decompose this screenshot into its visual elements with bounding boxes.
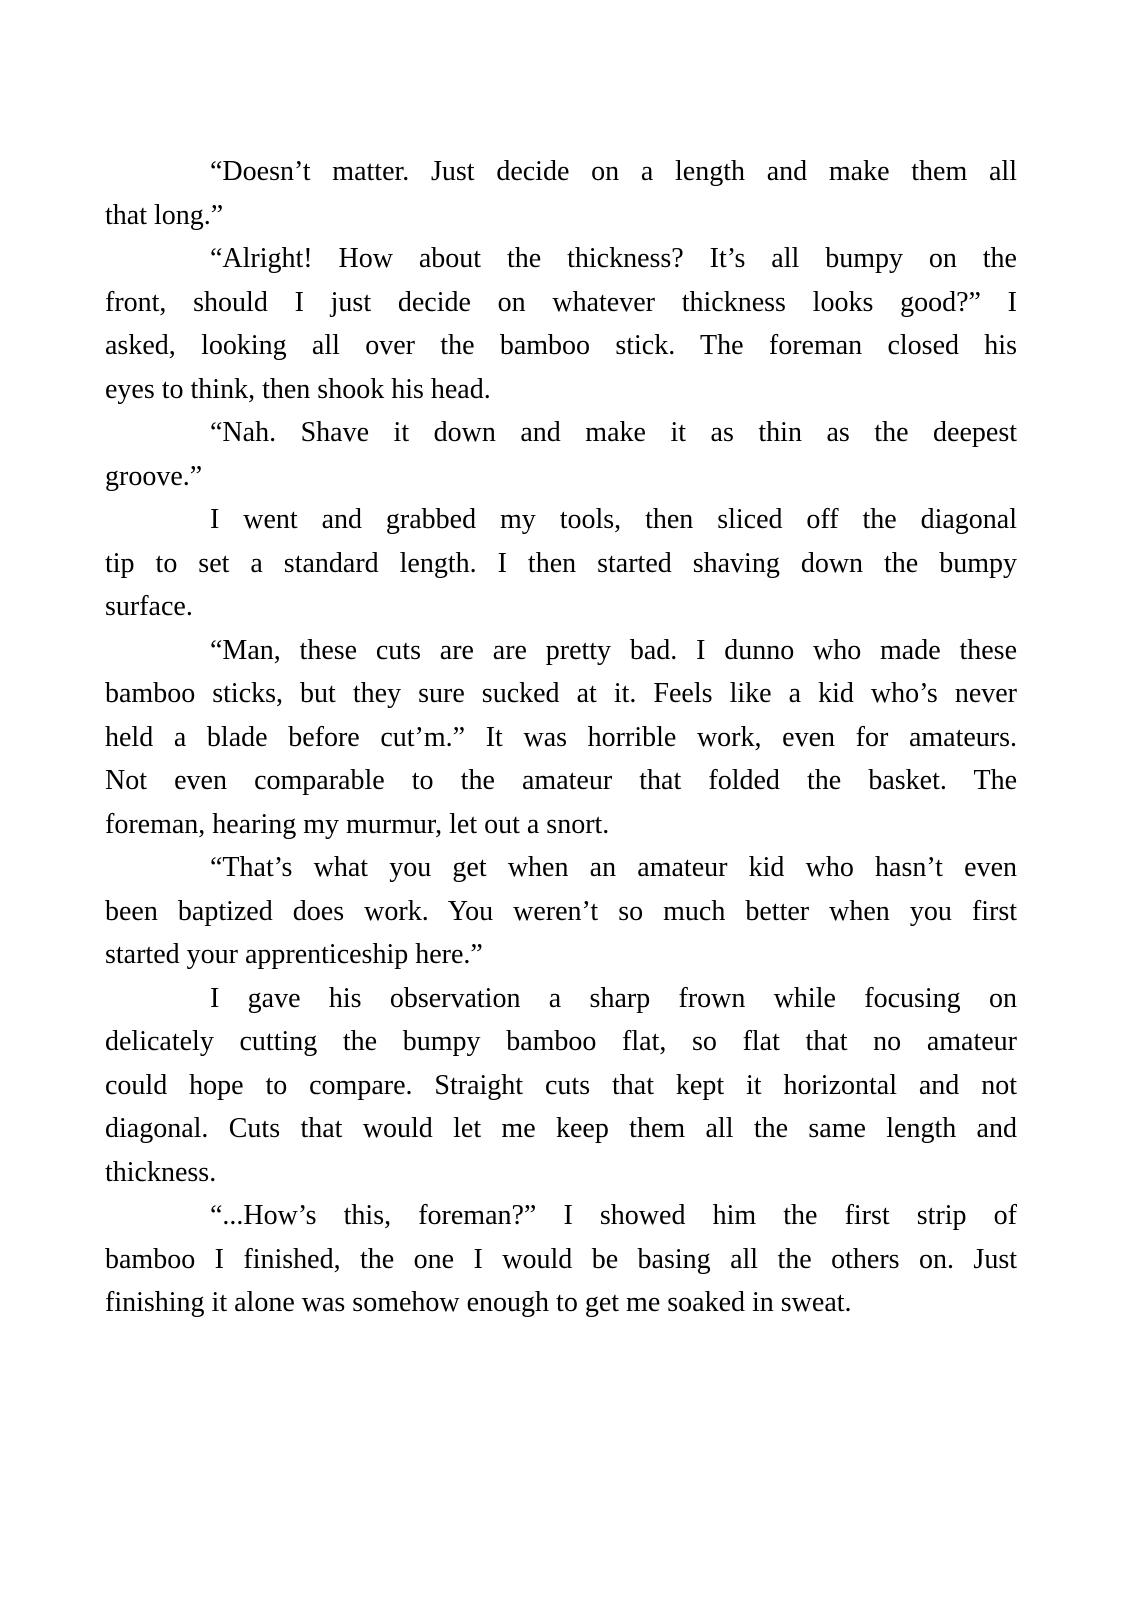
- text-line: “Doesn’t matter. Just decide on a length and make them all: [210, 156, 1017, 187]
- text-line: started your apprenticeship here.”: [105, 939, 483, 970]
- paragraph: [105, 846, 1017, 977]
- text-line: surface.: [105, 591, 193, 622]
- text-line: “...How’s this, foreman?” I showed him the first strip of: [210, 1200, 1017, 1231]
- text-line: delicately cutting the bumpy bamboo flat, so flat that no amateur: [105, 1026, 1017, 1057]
- story-text: [105, 150, 1017, 1325]
- text-line: “That’s what you get when an amateur kid who hasn’t even: [210, 852, 1017, 883]
- paragraph: [105, 237, 1017, 411]
- text-line: I went and grabbed my tools, then sliced off the diagonal: [210, 504, 1017, 535]
- paragraph: [105, 150, 1017, 237]
- text-line: been baptized does work. You weren’t so much better when you first: [105, 895, 1017, 927]
- text-line: bamboo sticks, but they sure sucked at it. Feels like a kid who’s never: [105, 678, 1017, 709]
- text-line: Not even comparable to the amateur that folded the basket. The: [105, 765, 1017, 796]
- paragraph: [105, 498, 1017, 629]
- text-line: thickness.: [105, 1156, 217, 1188]
- text-line: front, should I just decide on whatever thickness looks good?” I: [105, 286, 1017, 318]
- text-line: “Man, these cuts are are pretty bad. I dunno who made these: [210, 634, 1017, 666]
- text-line: I gave his observation a sharp frown while focusing on: [210, 982, 1017, 1014]
- text-line: “Alright! How about the thickness? It’s all bumpy on the: [210, 243, 1017, 274]
- text-line: that long.”: [105, 199, 224, 231]
- text-line: held a blade before cut’m.” It was horrible work, even for amateurs.: [105, 721, 1017, 753]
- paragraph: [105, 629, 1017, 847]
- text-line: finishing it alone was somehow enough to get me soaked in sweat.: [105, 1287, 852, 1318]
- text-line: eyes to think, then shook his head.: [105, 373, 491, 405]
- text-line: foreman, hearing my murmur, let out a snort.: [105, 808, 610, 840]
- paragraph: [105, 977, 1017, 1195]
- paragraph: [105, 1194, 1017, 1325]
- text-line: asked, looking all over the bamboo stick. The foreman closed his: [105, 330, 1017, 361]
- paragraph: [105, 411, 1017, 498]
- text-line: “Nah. Shave it down and make it as thin as the deepest: [210, 417, 1017, 448]
- text-line: could hope to compare. Straight cuts that kept it horizontal and not: [105, 1069, 1017, 1101]
- text-line: tip to set a standard length. I then started shaving down the bumpy: [105, 547, 1017, 579]
- text-line: bamboo I finished, the one I would be basing all the others on. Just: [105, 1243, 1017, 1275]
- text-line: diagonal. Cuts that would let me keep them all the same length and: [105, 1113, 1017, 1144]
- text-line: groove.”: [105, 460, 203, 492]
